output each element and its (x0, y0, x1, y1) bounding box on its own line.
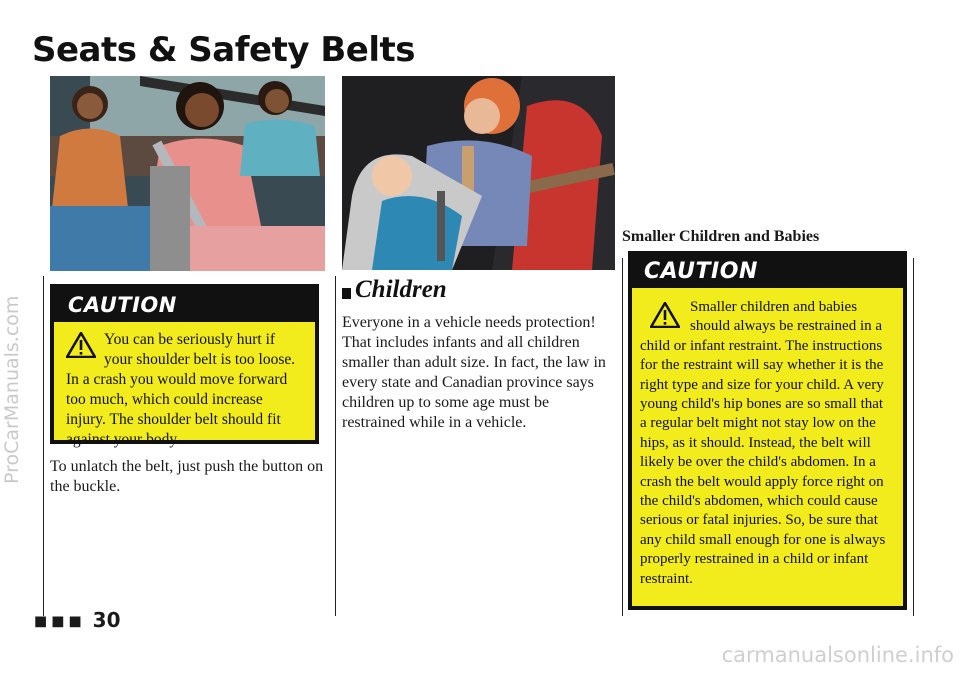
caution-text: You can be seriously hurt if your shoulder belt is too loose. In a crash you would move forward too much, which could increase injury. The shoulder belt should fit against your body. (66, 331, 296, 448)
caution-box-shoulder-belt (50, 284, 319, 448)
caution-body (54, 322, 315, 448)
caution-text: Smaller children and babies should always be restrained in a child or infant restraint. The instructions for the restraint will say whether it is the right type and size for your child. A very young child's hip bones are so small that a regular belt might not stay low on the hips, as it should. Instead, the belt will likely be over the child's abdomen. In a crash the belt would apply force right on the child's abdomen, which could cause serious or fatal injuries. So, be sure that any child small enough for one is always properly restrained in a child or infant restraint. (640, 299, 886, 587)
children-paragraph: Everyone in a vehicle needs protection! That includes infants and all children smaller than adult size. In fact, the law in every state and Canadian province says children up to some age must be restrained while in a vehicle. (342, 314, 606, 431)
right-column-left-rule (622, 258, 623, 616)
photo-baby-in-infant-restraint (342, 76, 615, 270)
caution-body (632, 288, 903, 606)
children-section-heading (342, 276, 612, 304)
page-number: ■■■ 30 (34, 608, 121, 632)
children-heading: Children (355, 276, 447, 303)
bullet-square-icon (342, 288, 351, 299)
unlatch-paragraph: To unlatch the belt, just push the button on the buckle. (50, 458, 324, 495)
caution-heading: CAUTION (54, 288, 315, 322)
side-watermark: ProCarManuals.com (1, 295, 23, 485)
right-column-right-rule (913, 258, 914, 616)
footer-watermark: carmanualsonline.info (721, 643, 954, 667)
left-column-rule (43, 276, 44, 616)
middle-column-rule (335, 276, 336, 616)
warning-triangle-icon (66, 332, 96, 358)
caution-box-child-restraint (628, 251, 907, 610)
caution-heading: CAUTION (632, 255, 903, 288)
warning-triangle-icon (650, 302, 680, 328)
photo-front-seat-occupants (50, 76, 325, 271)
page-dots-icon: ■■■ (34, 613, 86, 630)
smaller-children-subheading: Smaller Children and Babies (622, 228, 820, 245)
page-title: Seats & Safety Belts (32, 30, 415, 70)
